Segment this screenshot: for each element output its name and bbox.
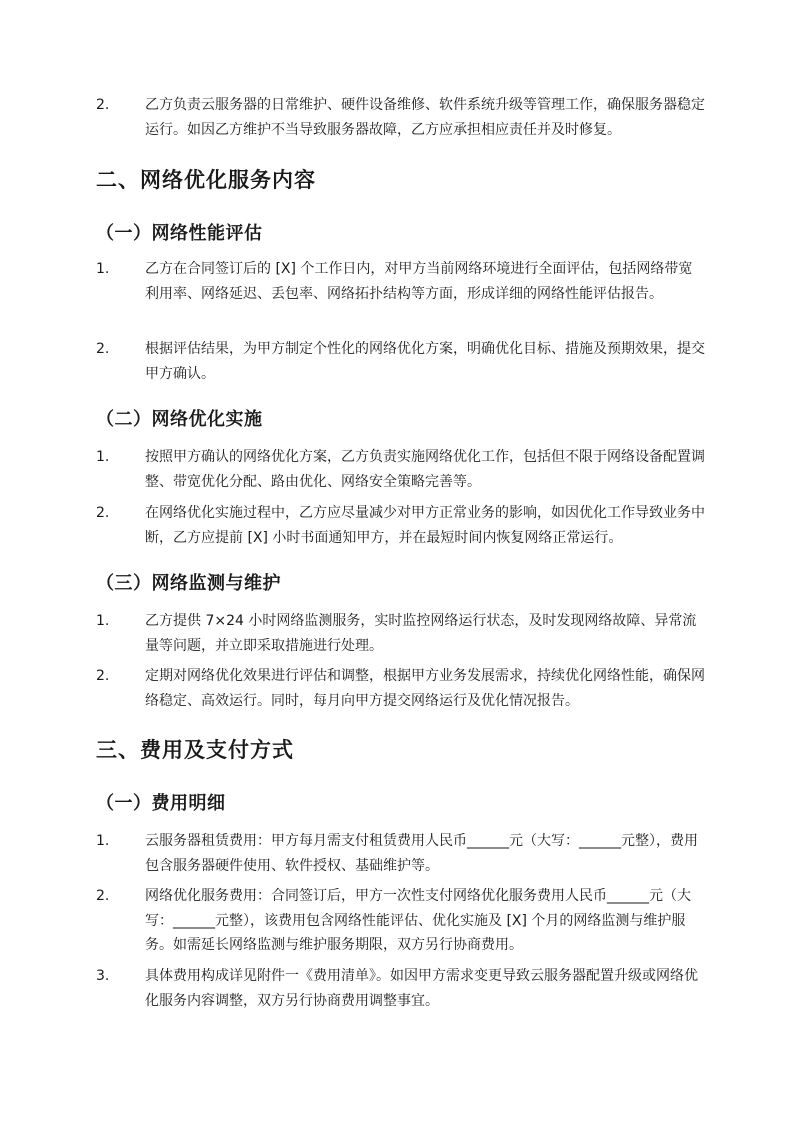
list-item-number: 2. [96, 505, 110, 521]
list-item-number: 2. [96, 341, 110, 357]
subsection-heading: （二）网络优化实施 [96, 409, 263, 430]
list-item-text: 定期对网络优化效果进行评估和调整，根据甲方业务发展需求，持续优化网络性能，确保网络稳定、高效运行。同时，每月向甲方提交网络运行及优化情况报告。 [145, 668, 705, 709]
list-item [96, 609, 706, 658]
list-item-number: 1. [96, 613, 110, 629]
list-item-number: 2. [96, 668, 110, 684]
list-item-text: 具体费用构成详见附件一《费用清单》。如因甲方需求变更导致云服务器配置升级或网络优化服务内容调整，双方另行协商费用调整事宜。 [145, 968, 698, 1009]
list-item-text: 网络优化服务费用：合同签订后，甲方一次性支付网络优化服务费用人民币______元（大写：______元整），该费用包含网络性能评估、优化实施及 [X] 个月的网络监测与维护服务。如需延长网络监测与维护服务期限，双方另行协商费用。 [145, 888, 691, 953]
list-item-text: 乙方负责云服务器的日常维护、硬件设备维修、软件系统升级等管理工作，确保服务器稳定运行。如因乙方维护不当导致服务器故障，乙方应承担相应责任并及时修复。 [145, 97, 705, 138]
section-heading: 二、网络优化服务内容 [96, 168, 316, 192]
subsection-heading: （一）费用明细 [96, 793, 226, 814]
list-item-text: 在网络优化实施过程中，乙方应尽量减少对甲方正常业务的影响，如因优化工作导致业务中断，乙方应提前 [X] 小时书面通知甲方，并在最短时间内恢复网络正常运行。 [145, 505, 705, 546]
list-item-number: 1. [96, 261, 110, 277]
list-item-number: 1. [96, 833, 110, 849]
list-item-text: 按照甲方确认的网络优化方案，乙方负责实施网络优化工作，包括但不限于网络设备配置调整、带宽优化分配、路由优化、网络安全策略完善等。 [145, 449, 705, 490]
subsection-heading: （三）网络监测与维护 [96, 573, 281, 594]
list-item [96, 664, 706, 713]
list-item-text: 云服务器租赁费用：甲方每月需支付租赁费用人民币______元（大写：______元整），费用包含服务器硬件使用、软件授权、基础维护等。 [145, 833, 698, 874]
list-item [96, 257, 706, 306]
list-item [96, 964, 706, 1013]
subsection-heading: （一）网络性能评估 [96, 223, 263, 244]
list-item [96, 884, 706, 958]
list-item-number: 3. [96, 968, 110, 984]
list-item-text: 根据评估结果，为甲方制定个性化的网络优化方案，明确优化目标、措施及预期效果，提交甲方确认。 [145, 341, 705, 382]
list-item-text: 乙方提供 7×24 小时网络监测服务，实时监控网络运行状态，及时发现网络故障、异常流量等问题，并立即采取措施进行处理。 [145, 613, 697, 654]
list-item-number: 1. [96, 449, 110, 465]
list-item [96, 445, 706, 494]
list-item-number: 2. [96, 888, 110, 904]
section-heading: 三、费用及支付方式 [96, 738, 294, 762]
list-item [96, 337, 706, 386]
list-item-text: 乙方在合同签订后的 [X] 个工作日内，对甲方当前网络环境进行全面评估，包括网络带宽利用率、网络延迟、丢包率、网络拓扑结构等方面，形成详细的网络性能评估报告。 [145, 261, 693, 302]
list-item [96, 501, 706, 550]
list-item [96, 829, 706, 878]
list-item-number: 2. [96, 97, 110, 113]
list-item [96, 93, 706, 142]
